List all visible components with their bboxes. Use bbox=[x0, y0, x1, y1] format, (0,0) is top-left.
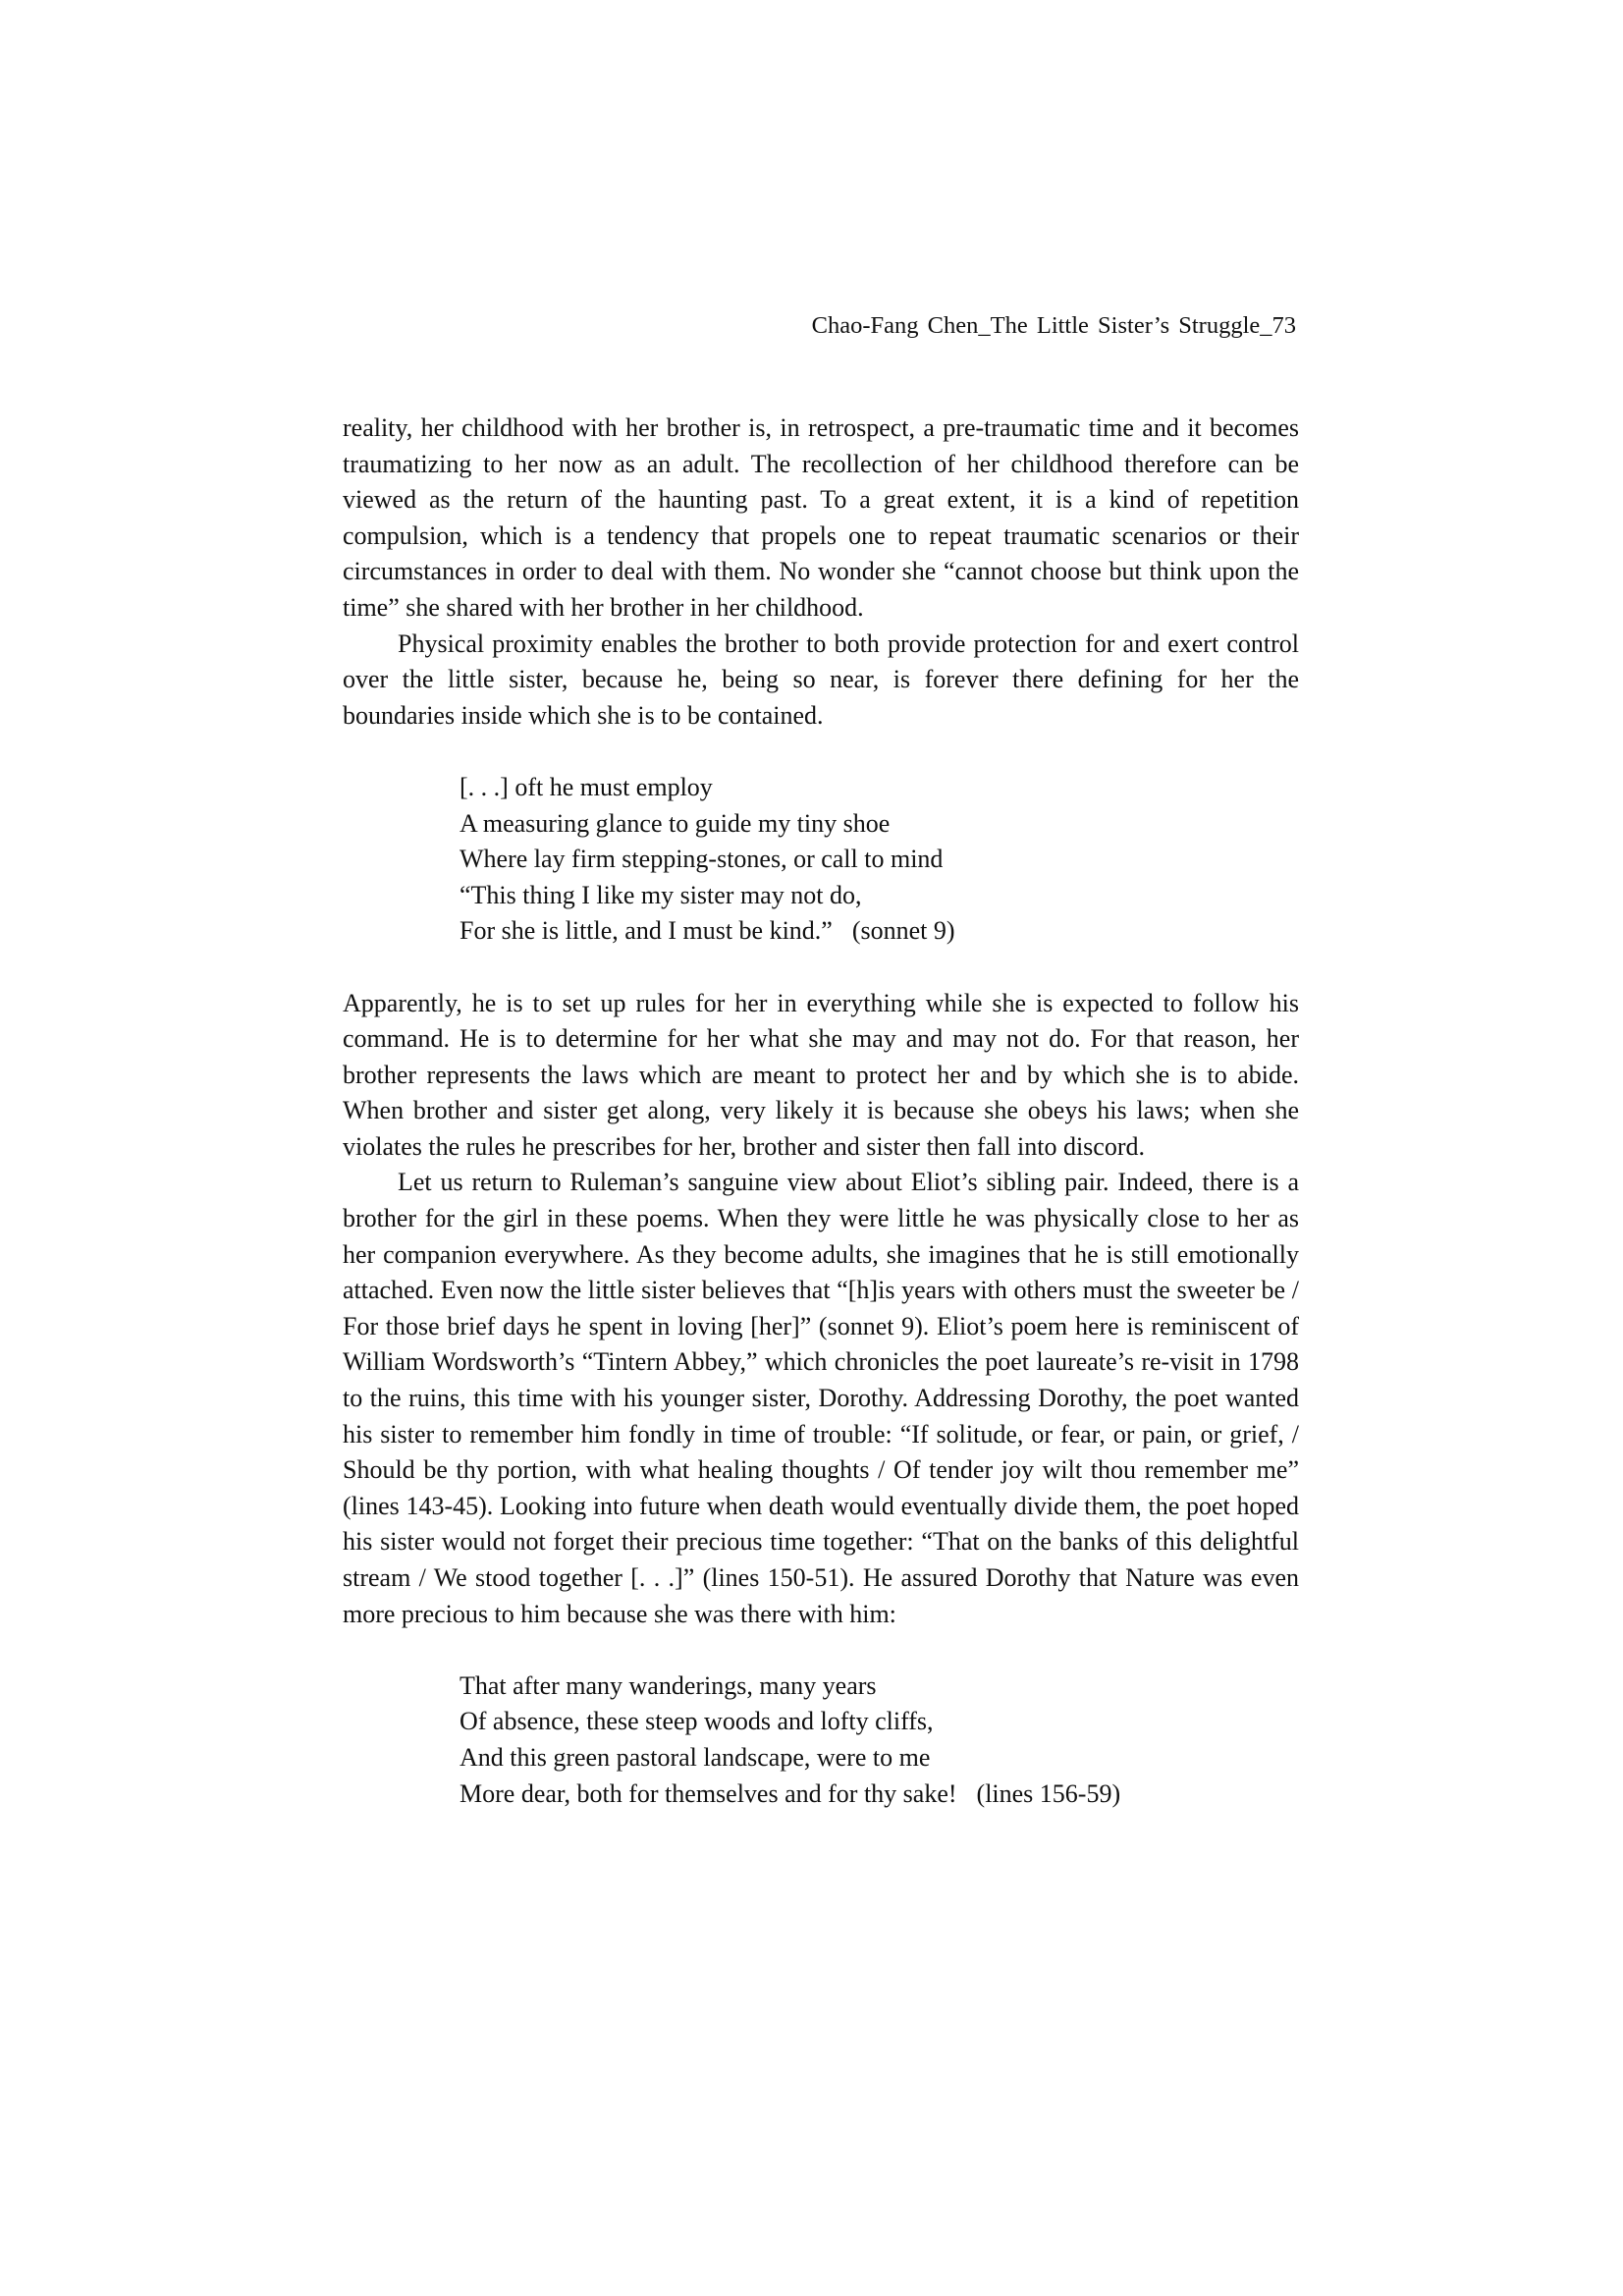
verse-line-with-citation bbox=[460, 1777, 1299, 1813]
paragraph-2: Physical proximity enables the brother to both provide protection for and exert control over the little sister, because he, being so near, is forever there defining for her the boundaries inside which she is to be contained. bbox=[343, 629, 1299, 730]
verse-line: And this green pastoral landscape, were to me bbox=[460, 1742, 931, 1772]
verse-line: Where lay firm stepping-stones, or call to mind bbox=[460, 845, 944, 874]
paragraph-4: Let us return to Ruleman’s sanguine view about Eliot’s sibling pair. Indeed, there is a brother for the girl in these poems. When they were little he was physically close to her as her companion everywhere. As they become adults, she imagines that he is still emotionally attached. Even now the little sister believes that “[h]is years with others must the sweeter be / For those brief days he spent in loving [her]” (sonnet 9). Eliot’s poem here is reminiscent of William Wordsworth’s “Tintern Abbey,” which chronicles the poet laureate’s re-visit in 1798 to the ruins, this time with his younger sister, Dorothy. Addressing Dorothy, the poet wanted his sister to remember him fondly in time of trouble: “If solitude, or fear, or pain, or grief, / Should be thy portion, with what healing thoughts / Of tender joy wilt thou remember me” (lines 143-45). Looking into future when death would eventually divide them, the poet hoped his sister would not forget their precious time together: “That on the banks of this delightful stream / We stood together [. . .]” (lines 150-51). He assured Dorothy that Nature was even more precious to him because she was there with him: bbox=[343, 1168, 1299, 1628]
verse-line: That after many wanderings, many years bbox=[460, 1670, 877, 1700]
quote-citation: (sonnet 9) bbox=[851, 916, 955, 946]
verse-line: Of absence, these steep woods and lofty cliffs, bbox=[460, 1707, 934, 1736]
block-quote-sonnet bbox=[460, 770, 1299, 950]
verse-text: More dear, both for themselves and for thy sake! bbox=[460, 1778, 957, 1808]
verse-line: A measuring glance to guide my tiny shoe bbox=[460, 808, 891, 838]
verse-line: “This thing I like my sister may not do, bbox=[460, 880, 862, 909]
paragraph-3: Apparently, he is to set up rules for her in everything while she is expected to follow his command. He is to determine for her what she may and may not do. For that reason, her brother represents the laws which are meant to protect her and by which she is to abide. When brother and sister get along, very likely it is because she obeys his laws; when she violates the rules he prescribes for her, brother and sister then fall into discord. bbox=[343, 988, 1299, 1161]
page-body bbox=[343, 410, 1299, 1848]
quote-citation: (lines 156-59) bbox=[976, 1778, 1121, 1808]
verse-text: For she is little, and I must be kind.” bbox=[460, 916, 833, 946]
block-quote-tintern-abbey bbox=[460, 1668, 1299, 1812]
paragraph-1: reality, her childhood with her brother is, in retrospect, a pre-traumatic time and it becomes traumatizing to her now as an adult. The recollection of her childhood therefore can be viewed as the return of the haunting past. To a great extent, it is a kind of repetition compulsion, which is a tendency that propels one to repeat traumatic scenarios or their circumstances in order to deal with them. No wonder she “cannot choose but think upon the time” she shared with her brother in her childhood. bbox=[343, 413, 1299, 622]
verse-line-with-citation bbox=[460, 913, 1299, 950]
running-head: Chao-Fang Chen_The Little Sister’s Struggle_73 bbox=[811, 312, 1296, 339]
verse-line: [. . .] oft he must employ bbox=[460, 772, 713, 801]
